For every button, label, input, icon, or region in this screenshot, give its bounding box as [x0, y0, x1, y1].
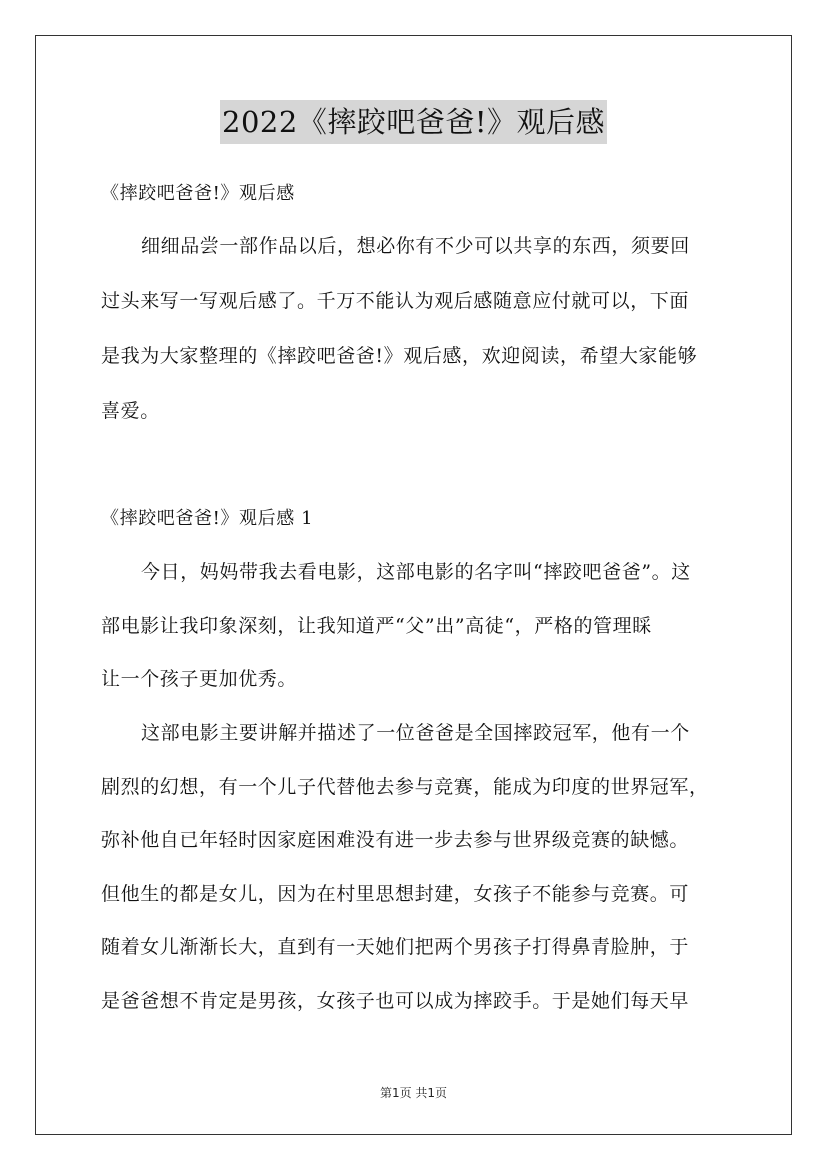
para1-line-3: 让一个孩子更加优秀。	[101, 668, 298, 690]
section-1-heading: 《摔跤吧爸爸!》观后感 1	[101, 508, 314, 529]
para2-line-2: 剧烈的幻想，有一个儿子代替他去参与竞赛，能成为印度的世界冠军，	[101, 775, 709, 798]
intro-heading: 《摔跤吧爸爸!》观后感	[101, 183, 295, 204]
intro-line-3: 是我为大家整理的《摔跤吧爸爸!》观后感，欢迎阅读，希望大家能够	[101, 345, 698, 367]
para1-line-1: 今日，妈妈带我去看电影，这部电影的名字叫“摔跤吧爸爸”。这	[141, 561, 691, 583]
para2-line-6: 是爸爸想不肯定是男孩，女孩子也可以成为摔跤手。于是她们每天早	[101, 989, 690, 1012]
intro-line-2: 过头来写一写观后感了。千万不能认为观后感随意应付就可以，下面	[101, 290, 690, 312]
intro-paragraph	[101, 219, 741, 439]
title-container	[0, 100, 827, 144]
para1-line-2: 部电影让我印象深刻，让我知道严“父”出”高徒“，严格的管理睬	[101, 614, 652, 637]
paragraph-2	[101, 707, 741, 1028]
para2-line-1: 这部电影主要讲解并描述了一位爸爸是全国摔跤冠军，他有一个	[141, 722, 690, 744]
para2-line-3: 弥补他自已年轻时因家庭困难没有进一步去参与世界级竞赛的缺憾。	[101, 829, 690, 851]
document-title: 2022《摔跤吧爸爸!》观后感	[220, 100, 607, 144]
paragraph-1	[101, 546, 741, 707]
para2-line-4: 但他生的都是女儿，因为在村里思想封建，女孩子不能参与竞赛。可	[101, 882, 690, 905]
para2-line-5: 随着女儿渐渐长大，直到有一天她们把两个男孩子打得鼻青脸肿，于	[101, 936, 690, 958]
page-footer: 第1页 共1页	[379, 1086, 448, 1100]
intro-line-1: 细细品尝一部作品以后，想必你有不少可以共享的东西，须要回	[141, 235, 690, 257]
intro-line-4: 喜爱。	[101, 400, 160, 422]
